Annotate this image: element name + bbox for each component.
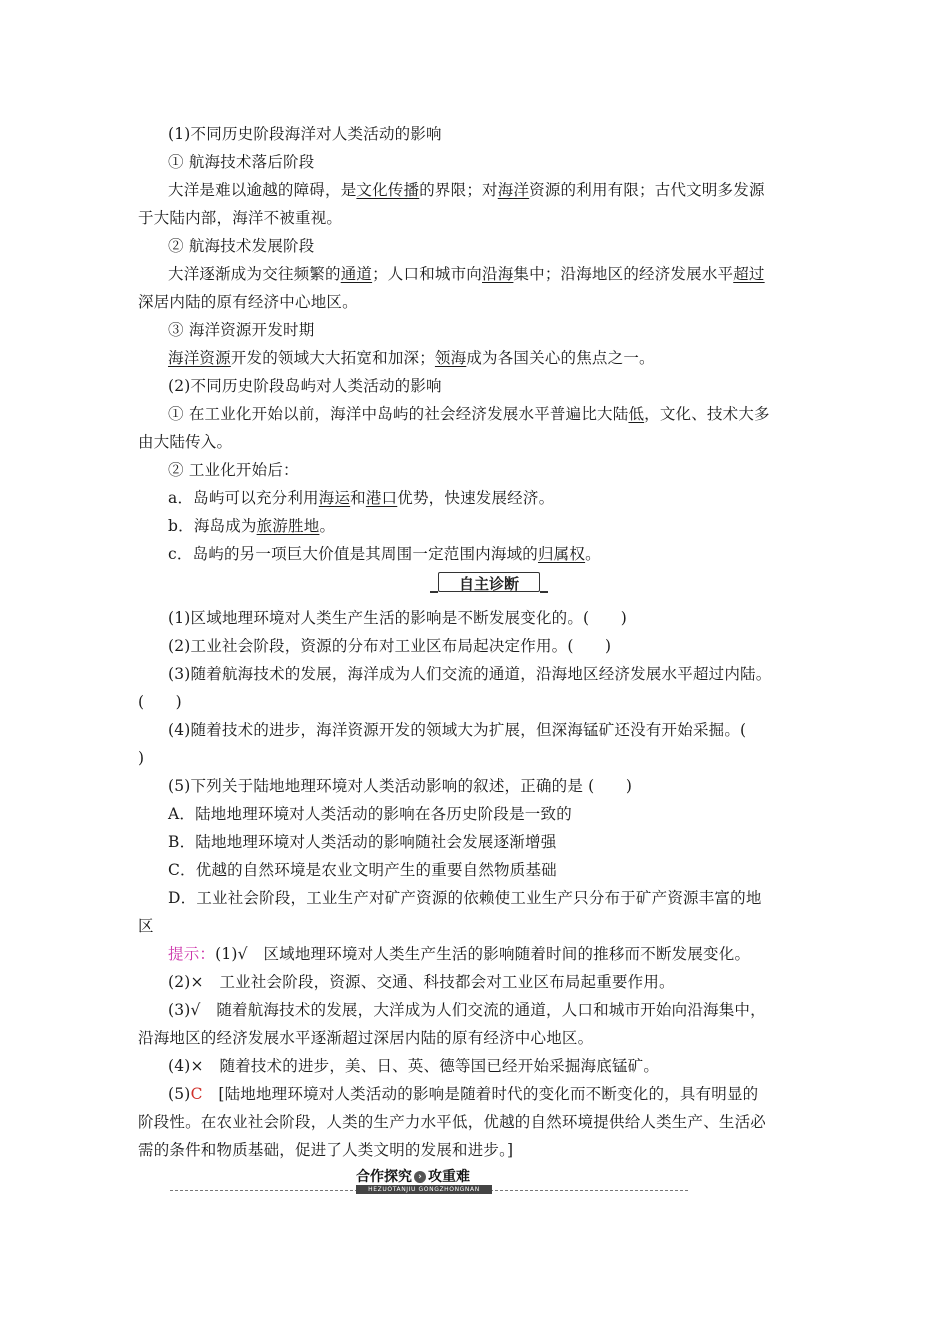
island-item-b: b．海岛成为旅游胜地。 [168,517,336,535]
question-1: (1)区域地理环境对人类生产生活的影响是不断发展变化的。( ) [168,609,627,627]
answer-3: (3)√ 随着航海技术的发展，大洋成为人们交流的通道，人口和城市开始向沿海集中， [168,1001,766,1019]
question-5: (5)下列关于陆地地理环境对人类活动影响的叙述，正确的是 ( ) [168,777,633,795]
answer-letter: C [190,1085,203,1103]
option-a: A．陆地地理环境对人类活动的影响在各历史阶段是一致的 [168,805,572,823]
option-b: B．陆地地理环境对人类活动的影响随社会发展逐渐增强 [168,833,557,851]
island1-text-cont: 由大陆传入。 [138,433,233,451]
option-d: D．工业社会阶段，工业生产对矿产资源的依赖使工业生产只分布于矿产资源丰富的地 [168,889,762,907]
stage2-text: 大洋逐渐成为交往频繁的通道；人口和城市向沿海集中；沿海地区的经济发展水平超过 [168,265,765,283]
stage2-text-cont: 深居内陆的原有经济中心地区。 [138,293,358,311]
stage1-text-cont: 于大陆内部，海洋不被重视。 [138,209,343,227]
island1-text: ① 在工业化开始以前，海洋中岛屿的社会经济发展水平普遍比大陆低，文化、技术大多 [168,405,770,423]
island-item-a: a．岛屿可以充分利用海运和港口优势，快速发展经济。 [168,489,555,507]
answer-1: 提示：(1)√ 区域地理环境对人类生产生活的影响随着时间的推移而不断发展变化。 [168,945,751,963]
cooperation-title: 合作探究 › 攻重难 [356,1169,470,1185]
island2-title: ② 工业化开始后： [168,461,299,479]
stage1-text: 大洋是难以逾越的障碍，是文化传播的界限；对海洋资源的利用有限；古代文明多发源 [168,181,765,199]
question-4: (4)随着技术的进步，海洋资源开发的领域大为扩展，但深海锰矿还没有开始采掘。( [168,721,747,739]
question-3-cont: ( ) [138,693,182,711]
cooperation-pinyin: HEZUOTANJIU GONGZHONGNAN [356,1185,492,1194]
heading-island-impact: (2)不同历史阶段岛屿对人类活动的影响 [168,377,442,395]
hint-label: 提示： [168,945,216,963]
stage1-title: ① 航海技术落后阶段 [168,153,315,171]
answer-2: (2)× 工业社会阶段，资源、交通、科技都会对工业区布局起重要作用。 [168,973,675,991]
answer-5: (5)C [陆地地理环境对人类活动的影响是随着时代的变化而不断变化的，具有明显的 [168,1085,759,1103]
stage3-title: ③ 海洋资源开发时期 [168,321,315,339]
option-c: C．优越的自然环境是农业文明产生的重要自然物质基础 [168,861,557,879]
answer-3-cont: 沿海地区的经济发展水平逐渐超过深居内陆的原有经济中心地区。 [138,1029,594,1047]
question-4-cont: ) [138,749,145,767]
heading-ocean-impact: (1)不同历史阶段海洋对人类活动的影响 [168,125,442,143]
question-2: (2)工业社会阶段，资源的分布对工业区布局起决定作用。( ) [168,637,612,655]
answer-4: (4)× 随着技术的进步，美、日、英、德等国已经开始采掘海底锰矿。 [168,1057,660,1075]
stage2-title: ② 航海技术发展阶段 [168,237,315,255]
self-diagnosis-title: 自主诊断 [458,575,519,593]
cooperation-banner [170,1164,690,1200]
answer-5-cont: 阶段性。在农业社会阶段，人类的生产力水平低，优越的自然环境提供给人类生产、生活必 [138,1113,767,1131]
island-item-c: c．岛屿的另一项巨大价值是其周围一定范围内海域的归属权。 [168,545,601,563]
self-diagnosis-banner [430,570,548,594]
arrow-right-icon: › [414,1171,426,1183]
question-3: (3)随着航海技术的发展，海洋成为人们交流的通道，沿海地区经济发展水平超过内陆。 [168,665,772,683]
stage3-text: 海洋资源开发的领域大大拓宽和加深；领海成为各国关心的焦点之一。 [168,349,655,367]
option-d-cont: 区 [138,917,154,935]
answer-5-cont2: 需的条件和物质基础，促进了人类文明的发展和进步。] [138,1141,514,1159]
